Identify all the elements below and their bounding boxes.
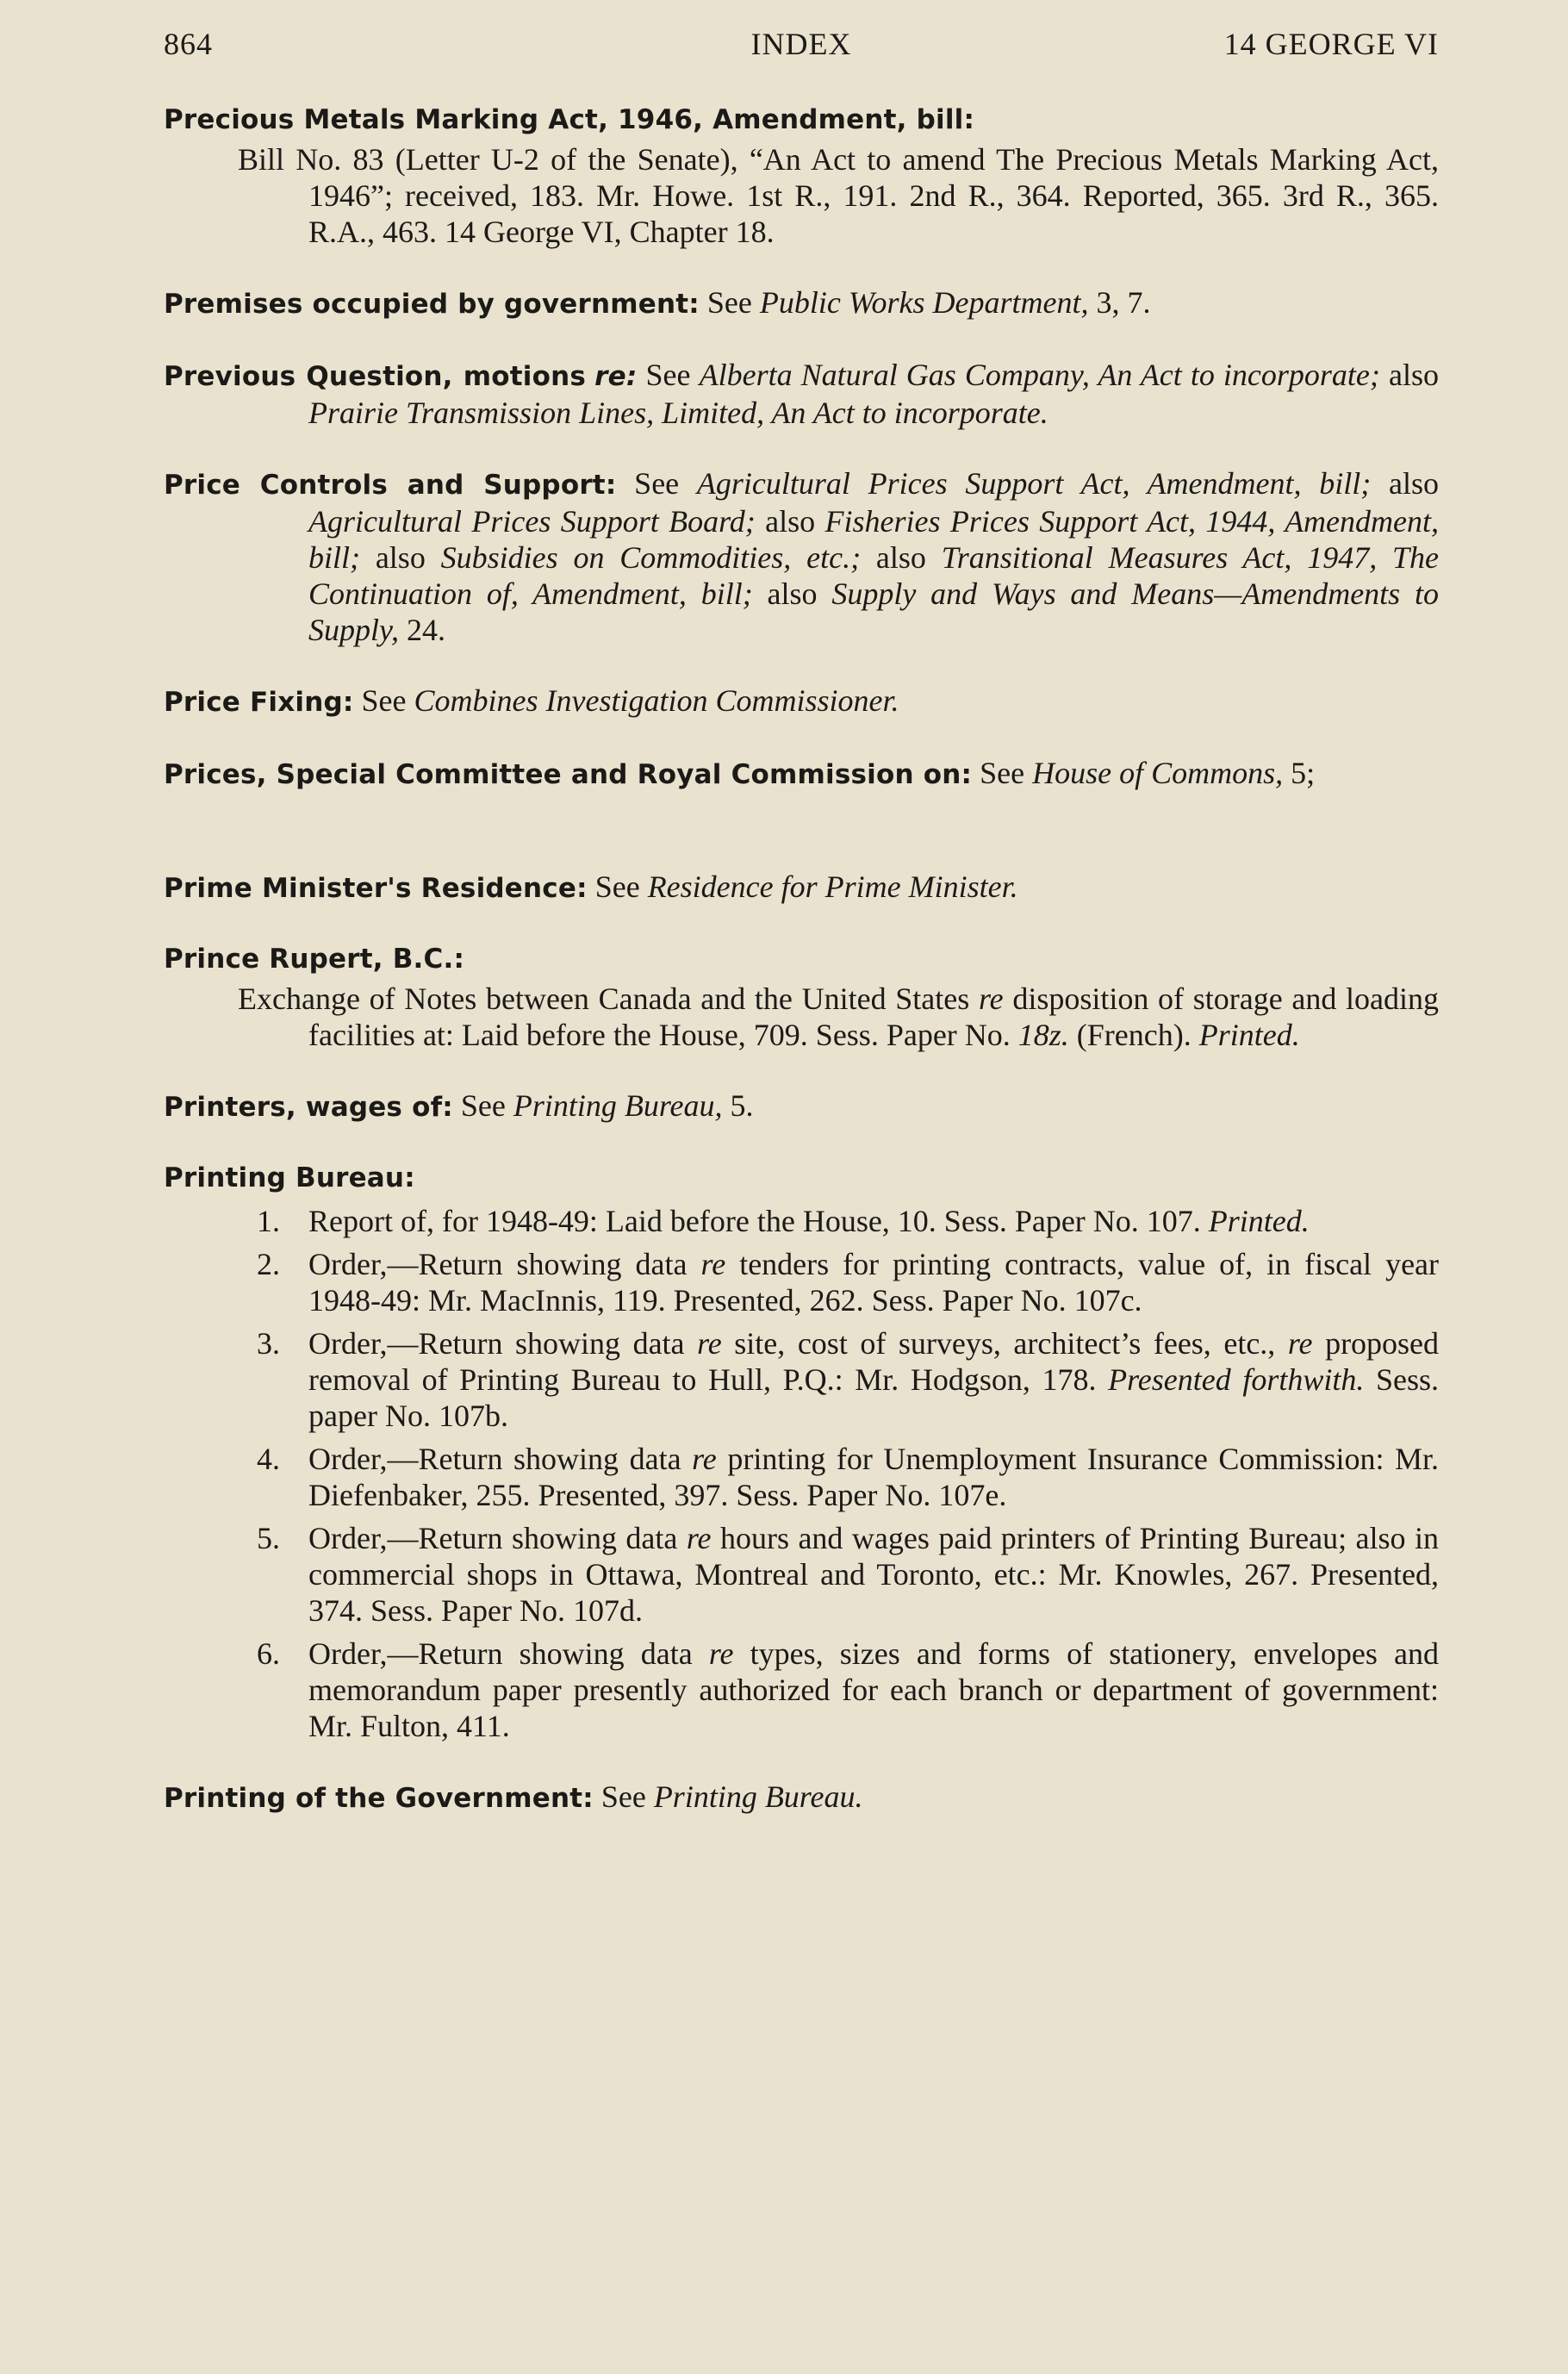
cross-reference: Printing Bureau. — [653, 1779, 863, 1814]
index-entry-printing-government — [164, 1779, 1439, 1816]
also-word: also — [765, 504, 816, 539]
cross-reference: Printing Bureau, — [513, 1088, 723, 1123]
paper-number: 107e. — [938, 1478, 1007, 1512]
cross-reference: Residence for Prime Minister. — [647, 869, 1018, 904]
page-refs: 5. — [730, 1088, 754, 1123]
cross-reference: Public Works Department, — [759, 285, 1089, 320]
entry-heading: Printers, wages of: — [164, 1092, 453, 1123]
presented-note: Presented forthwith. — [1108, 1362, 1365, 1397]
see-word: See — [594, 869, 640, 904]
re-word: re — [692, 1442, 717, 1476]
index-entry-premises — [164, 284, 1439, 322]
list-item — [164, 1520, 1439, 1629]
item-text: hours and wages paid printers of Printing Bureau; also in commercial shops in Ottawa, Montreal and Toronto, etc.: Mr. Knowles, 267. Presented, 374. Sess. Paper No. — [308, 1521, 1439, 1628]
page-number: 864 — [164, 27, 213, 61]
item-number: 1. — [257, 1204, 280, 1238]
page-title: INDEX — [750, 27, 852, 61]
running-head — [164, 26, 1439, 64]
also-word: also — [767, 576, 818, 611]
text-part: (French). — [1076, 1018, 1192, 1052]
re-word: re — [1287, 1326, 1313, 1361]
cross-reference: Fisheries Prices Support Act, 1944, Amendment, bill; — [308, 504, 1440, 575]
item-text: Order,—Return showing data — [308, 1636, 693, 1671]
item-number: 4. — [257, 1442, 280, 1476]
cross-reference: Agricultural Prices Support Board; — [308, 504, 756, 539]
re-word: re: — [594, 361, 638, 392]
see-word: See — [600, 1779, 646, 1814]
list-item — [164, 1246, 1439, 1318]
also-word: also — [875, 540, 926, 575]
re-word: re — [686, 1521, 712, 1555]
see-word: See — [706, 285, 752, 320]
entry-heading: Prince Rupert, B.C.: — [164, 944, 465, 975]
index-entry-price-fixing — [164, 682, 1439, 720]
item-text: Order,—Return showing data — [308, 1326, 685, 1361]
entry-heading: Prices, Special Committee and Royal Commission on: — [164, 759, 973, 790]
item-text: Order,—Return showing data — [308, 1521, 678, 1555]
also-word: also — [375, 540, 426, 575]
index-entry-price-controls — [164, 465, 1439, 648]
cross-reference: Prairie Transmission Lines, Limited, An Act to incorporate. — [308, 396, 1048, 430]
cross-reference: Transitional Measures Act, 1947, The Continuation of, Amendment, bill; — [308, 540, 1440, 611]
see-word: See — [361, 683, 407, 718]
see-word: See — [980, 756, 1025, 790]
index-entry-previous-question — [164, 357, 1439, 431]
item-text: Report of, for 1948-49: Laid before the House, 10. Sess. Paper No. 107. — [308, 1204, 1201, 1238]
item-text: printing for Unemployment Insurance Commission: Mr. Diefenbaker, 255. Presented, 397. Sess. Paper No. — [308, 1442, 1440, 1512]
entry-heading: Printing of the Government: — [164, 1783, 594, 1814]
item-number: 2. — [257, 1247, 280, 1281]
session-label: 14 GEORGE VI — [1223, 27, 1439, 61]
entry-heading: Prime Minister's Residence: — [164, 873, 588, 904]
re-word: re — [697, 1326, 722, 1361]
printed-note: Printed. — [1208, 1204, 1310, 1238]
item-text: tenders for printing contracts, value of, in fiscal year 1948-49: Mr. MacInnis, 119. Presented, 262. Sess. Paper No. 107c. — [308, 1247, 1440, 1318]
entry-heading: Printing Bureau: — [164, 1162, 415, 1193]
entry-heading: Precious Metals Marking Act, 1946, Amendment, bill: — [164, 104, 975, 135]
index-body — [164, 102, 1439, 1851]
cross-reference: Combines Investigation Commissioner. — [414, 683, 899, 718]
item-text: Order,—Return showing data — [308, 1247, 688, 1281]
entry-text: Bill No. 83 (Letter U-2 of the Senate), “An Act to amend The Precious Metals Marking Act, 1946”; received, 183. Mr. Howe. 1st R., 191. 2nd R., 364. Reported, 365. 3rd R., 365. R.A., 463. 14 George VI, Chapter 18. — [238, 142, 1439, 249]
item-text: Order,—Return showing data — [308, 1442, 681, 1476]
item-number: 3. — [257, 1326, 280, 1361]
item-number: 5. — [257, 1521, 280, 1555]
re-word: re — [708, 1636, 734, 1671]
text-part: Exchange of Notes between Canada and the United States — [238, 981, 970, 1016]
index-entry-printing-bureau — [164, 1160, 1439, 1744]
see-word: See — [460, 1088, 506, 1123]
numbered-list — [164, 1203, 1439, 1744]
index-entry-printers-wages — [164, 1087, 1439, 1125]
paper-number: 107d. — [572, 1593, 643, 1628]
cross-reference: Subsidies on Commodities, etc.; — [440, 540, 862, 575]
item-text: proposed removal of Printing Bureau to Hull, P.Q.: Mr. Hodgson, 178. — [308, 1326, 1440, 1397]
cross-reference: Supply and Ways and Means—Amendments to Supply, — [308, 576, 1439, 647]
cross-reference: Agricultural Prices Support Act, Amendment, bill; — [696, 466, 1372, 501]
cross-reference: Alberta Natural Gas Company, An Act to incorporate; — [699, 358, 1380, 392]
entry-heading: Price Controls and Support: — [164, 470, 617, 501]
see-word: See — [645, 358, 691, 392]
list-item — [164, 1325, 1439, 1434]
entry-heading: Previous Question, motions — [164, 361, 587, 392]
item-text: types, sizes and forms of stationery, envelopes and memorandum paper presently authorized for each branch or department of government: Mr. Fulton, 411. — [308, 1636, 1440, 1743]
paper-number: 18z. — [1017, 1018, 1069, 1052]
index-entry-prices-committee — [164, 755, 1439, 793]
index-entry-precious-metals — [164, 102, 1439, 250]
list-item — [164, 1203, 1439, 1239]
index-entry-prince-rupert — [164, 941, 1439, 1053]
entry-heading: Price Fixing: — [164, 687, 354, 718]
page-refs: 3, 7. — [1096, 285, 1151, 320]
page-refs: 5; — [1291, 756, 1316, 790]
item-text: site, cost of surveys, architect’s fees, etc., — [734, 1326, 1276, 1361]
item-text: Sess. paper No. — [308, 1362, 1440, 1433]
re-word: re — [978, 981, 1004, 1016]
see-word: See — [634, 466, 680, 501]
item-number: 6. — [257, 1636, 280, 1671]
page-refs: 24. — [407, 613, 445, 647]
paper-number: 107b. — [438, 1399, 508, 1433]
text-part: disposition of storage and loading facilities at: Laid before the House, 709. Sess. Paper No. — [308, 981, 1440, 1052]
entry-text — [164, 981, 1439, 1053]
cross-reference: House of Commons, — [1032, 756, 1284, 790]
also-word: also — [1389, 466, 1439, 501]
list-item — [164, 1441, 1439, 1513]
entry-heading: Premises occupied by government: — [164, 289, 700, 320]
re-word: re — [700, 1247, 726, 1281]
list-item — [164, 1636, 1439, 1744]
index-entry-prime-minister-residence — [164, 869, 1439, 907]
printed-note: Printed. — [1198, 1018, 1300, 1052]
also-word: also — [1389, 358, 1439, 392]
